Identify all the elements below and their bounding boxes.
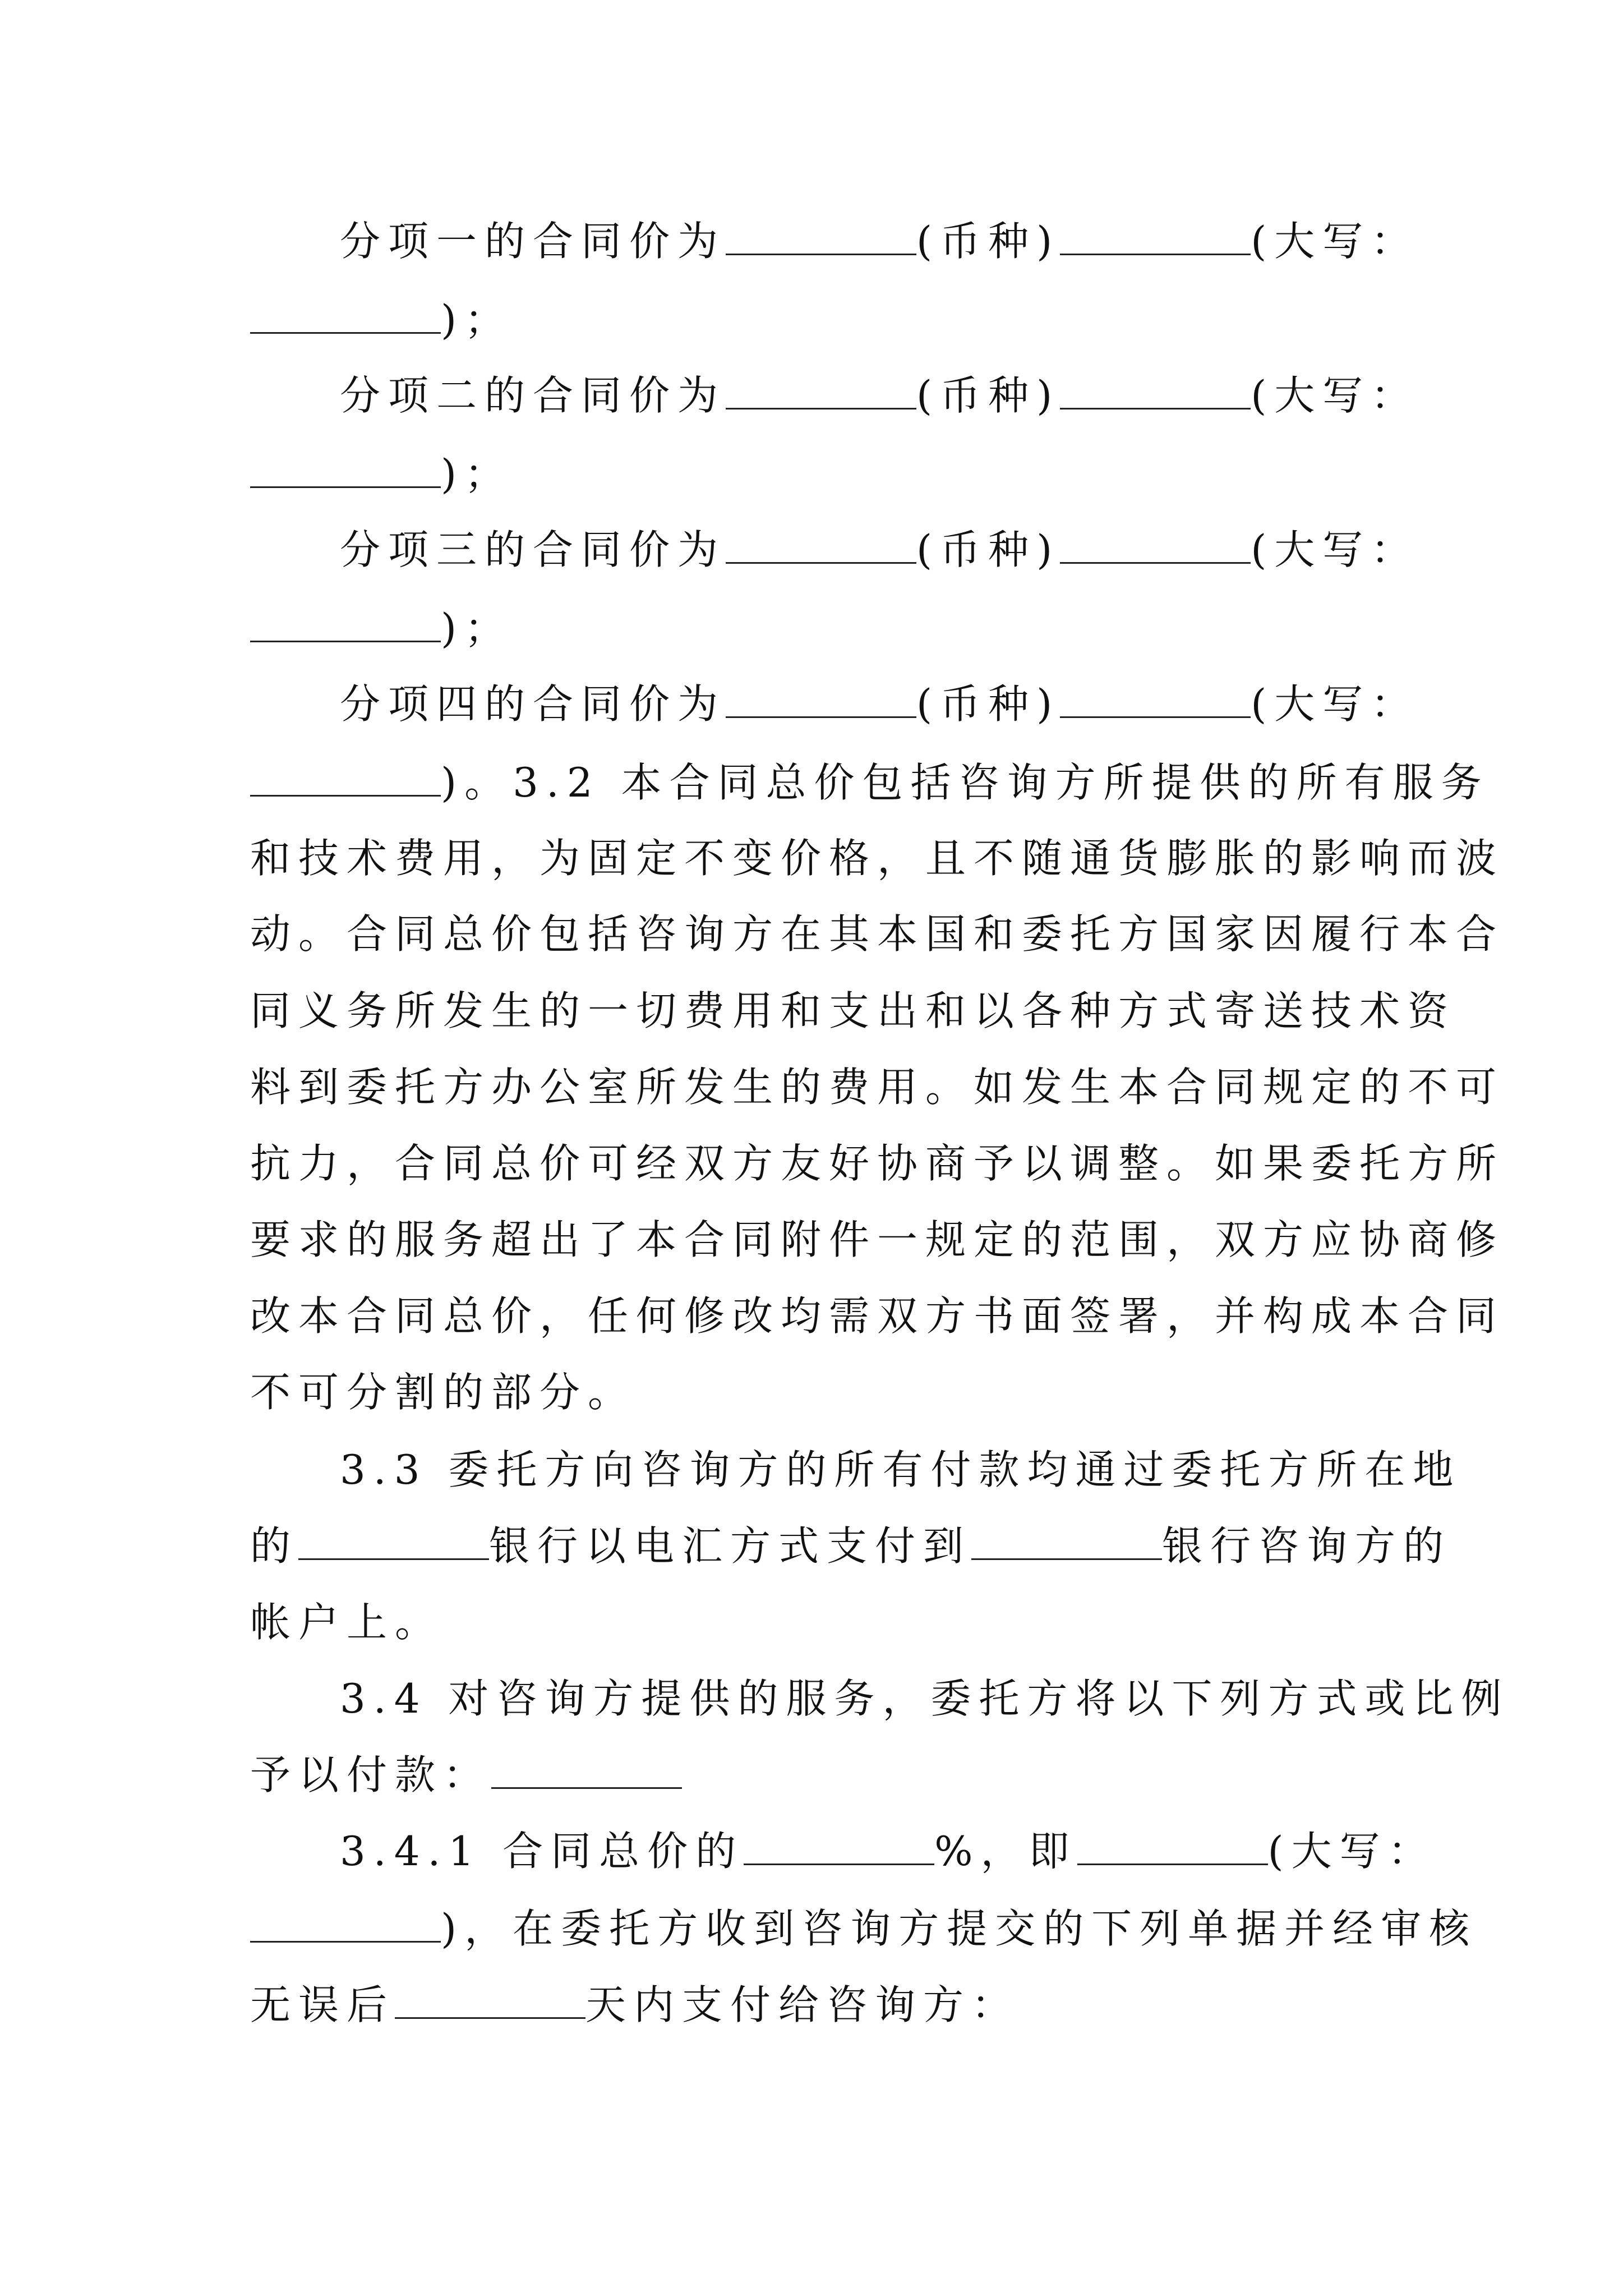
clause-3-4-line-1: 3.4 对咨询方提供的服务，委托方将以下列方式或比例 [340,1675,1510,1722]
clause-3-3-line-1: 3.3 委托方向咨询方的所有付款均通过委托方所在地 [340,1446,1461,1493]
clause-3-2-line-9: 不可分割的部分。 [250,1369,637,1416]
item-3-capital-line [250,600,1394,656]
clause-3-4-1-middle: %，即 [934,1828,1077,1875]
closing-text: )； [441,296,513,343]
currency-label: (币种) [916,372,1061,419]
amount-blank[interactable] [1077,1826,1268,1865]
item-2-currency-blank[interactable] [1060,371,1251,409]
clause-3-2-line-4: 同义务所发生的一切费用和支出和以各种方式寄送技术资 [250,987,1456,1034]
clause-3-2-line-5: 料到委托方办公室所发生的费用。如发生本合同规定的不可 [250,1064,1505,1111]
item-3-label: 分项三的合同价为 [340,526,726,573]
item-4-capital-blank[interactable] [250,758,441,797]
clause-3-2-line-1 [250,754,1490,811]
payee-bank-blank[interactable] [971,1521,1162,1560]
clause-3-4-1-line-2 [250,1901,1478,1957]
clause-3-4-prefix: 予以付款： [250,1751,492,1798]
item-4-price-line [340,676,1419,732]
clause-3-3-middle: 银行以电汇方式支付到 [489,1522,972,1570]
item-1-price-line [340,213,1419,269]
capital-amount-label: (大写： [1251,218,1419,265]
item-2-label: 分项二的合同价为 [340,372,726,419]
days-blank[interactable] [395,1980,585,2019]
clause-3-4-1-line-3 [250,1977,1394,2033]
clause-3-2-line-3: 动。合同总价包括咨询方在其本国和委托方国家因履行本合 [250,910,1505,958]
payment-method-blank[interactable] [491,1750,682,1789]
clause-3-3-line-3: 帐户上。 [250,1599,444,1646]
item-2-capital-blank[interactable] [250,449,441,488]
item-1-capital-blank[interactable] [250,295,441,334]
item-3-currency-blank[interactable] [1060,525,1251,564]
item-4-label: 分项四的合同价为 [340,680,726,728]
clause-3-3-suffix: 银行咨询方的 [1162,1522,1452,1570]
clause-3-2-start: )。3.2 本合同总价包括咨询方所提供的所有服务 [441,759,1490,806]
capital-amount-label: (大写： [1251,526,1419,573]
clause-3-3-prefix: 的 [250,1522,299,1570]
clause-3-4-1-line-1 [340,1823,1436,1879]
percentage-blank[interactable] [744,1826,934,1865]
currency-label: (币种) [916,680,1061,728]
payer-bank-blank[interactable] [298,1521,489,1560]
clause-3-4-1-prefix: 3.4.1 合同总价的 [340,1828,744,1875]
currency-label: (币种) [916,218,1061,265]
clause-3-2-line-6: 抗力，合同总价可经双方友好协商予以调整。如果委托方所 [250,1140,1505,1187]
closing-text: )； [441,450,513,498]
item-3-price-line [340,522,1419,578]
clause-3-4-1-days-prefix: 无误后 [250,1981,395,2028]
item-4-amount-blank[interactable] [726,679,916,718]
clause-3-2-line-8: 改本合同总价，任何修改均需双方书面签署，并构成本合同 [250,1292,1505,1340]
item-3-capital-blank[interactable] [250,604,441,642]
clause-3-2-line-7: 要求的服务超出了本合同附件一规定的范围，双方应协商修 [250,1216,1505,1263]
capital-amount-label: (大写： [1251,680,1419,728]
item-1-capital-line [250,292,1394,348]
currency-label: (币种) [916,526,1061,573]
capital-amount-label: (大写： [1251,372,1419,419]
clause-3-4-1-days-suffix: 天内支付给咨询方： [585,1981,1020,2028]
closing-text: )； [441,605,513,652]
item-3-amount-blank[interactable] [726,525,916,564]
item-1-label: 分项一的合同价为 [340,218,726,265]
clause-3-3-line-2 [250,1518,1452,1574]
item-2-amount-blank[interactable] [726,371,916,409]
capital-amount-blank[interactable] [250,1904,441,1943]
clause-3-2-line-2: 和技术费用，为固定不变价格，且不随通货膨胀的影响而波 [250,835,1505,882]
item-2-price-line [340,367,1419,424]
item-1-amount-blank[interactable] [726,217,916,255]
item-2-capital-line [250,446,1394,502]
item-1-currency-blank[interactable] [1060,217,1251,255]
clause-3-4-1-text: )，在委托方收到咨询方提交的下列单据并经审核 [441,1905,1478,1952]
item-4-currency-blank[interactable] [1060,679,1251,718]
capital-amount-label: (大写： [1267,1828,1436,1875]
clause-3-4-line-2 [250,1747,1394,1803]
